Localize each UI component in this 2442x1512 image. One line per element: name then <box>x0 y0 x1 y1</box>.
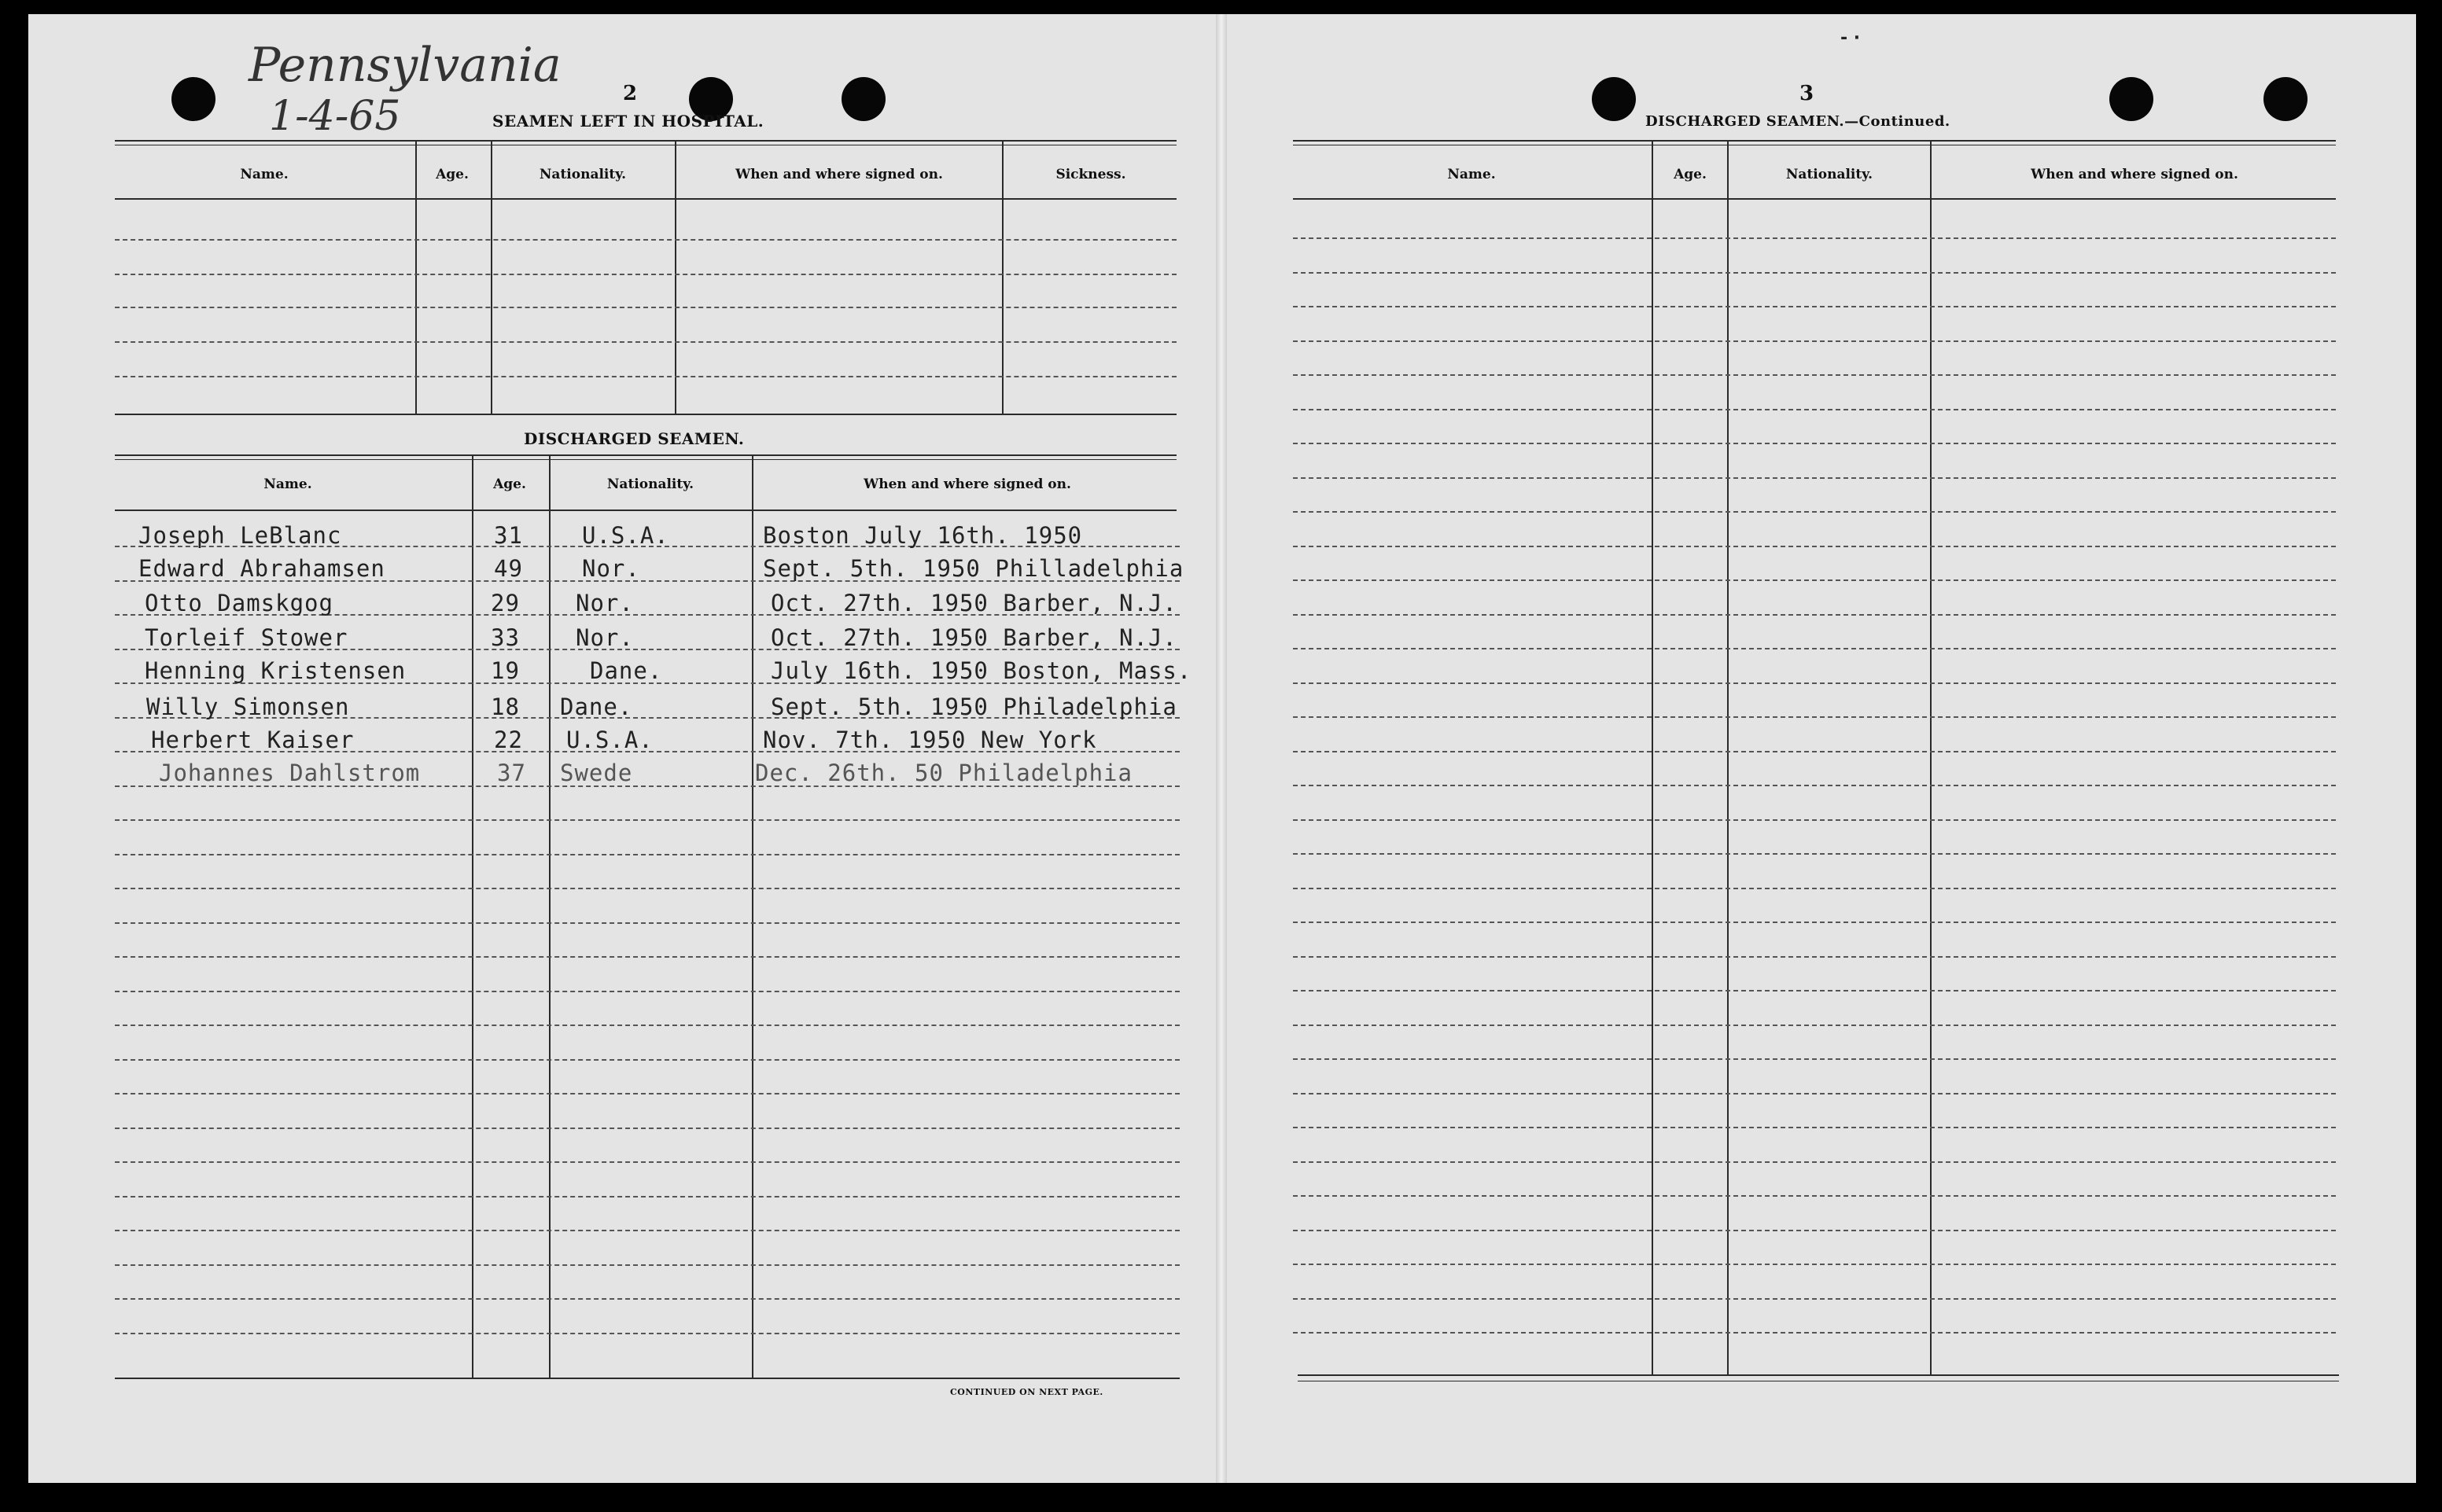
seaman-signed-on: Oct. 27th. 1950 Barber, N.J. <box>771 624 1177 651</box>
ruled-line <box>1293 272 2336 274</box>
seaman-age: 33 <box>491 624 520 651</box>
ruled-line <box>115 956 1180 958</box>
seaman-name: Otto Damskgog <box>145 590 333 616</box>
ruled-line <box>115 888 1180 889</box>
continued-section-title: DISCHARGED SEAMEN.—Continued. <box>1645 113 1950 130</box>
ruled-line <box>1293 1127 2336 1128</box>
handwritten-number: 1-4-65 <box>269 93 401 140</box>
ruled-line <box>1293 1093 2336 1094</box>
ruled-line <box>115 1059 1180 1061</box>
seaman-nationality: Nor. <box>582 555 640 582</box>
discharged-col-age: Age. <box>493 476 526 492</box>
ruled-line <box>1293 1332 2336 1334</box>
ruled-line <box>1293 511 2336 513</box>
page-number: 3 <box>1799 82 1814 105</box>
seaman-signed-on: Oct. 27th. 1950 Barber, N.J. <box>771 590 1177 616</box>
ruled-line <box>1293 409 2336 410</box>
seaman-signed-on: Nov. 7th. 1950 New York <box>763 727 1097 753</box>
ruled-line <box>1293 716 2336 718</box>
ruled-line <box>115 819 1180 821</box>
ruled-line <box>115 1093 1180 1094</box>
seaman-nationality: U.S.A. <box>566 727 654 753</box>
ruled-line <box>1293 306 2336 307</box>
ruled-line <box>1293 956 2336 958</box>
discharged-col-nationality: Nationality. <box>606 476 694 492</box>
ruled-line <box>115 1333 1180 1334</box>
hospital-col-age: Age. <box>436 167 469 182</box>
seaman-signed-on: July 16th. 1950 Boston, Mass. <box>771 657 1192 684</box>
ruled-line <box>115 1161 1180 1163</box>
ruled-line <box>115 1128 1180 1129</box>
ruled-line <box>1293 237 2336 239</box>
ruled-line <box>1293 340 2336 342</box>
ruled-line <box>1293 1195 2336 1197</box>
ruled-line <box>1293 1161 2336 1163</box>
continued-col-signed-on: When and where signed on. <box>2031 167 2238 182</box>
top-marks: - · <box>1840 28 1861 48</box>
ruled-line <box>1293 990 2336 991</box>
continued-footer: CONTINUED ON NEXT PAGE. <box>950 1387 1103 1397</box>
ruled-line <box>115 1196 1180 1197</box>
seaman-nationality: U.S.A. <box>582 522 669 549</box>
seaman-age: 37 <box>497 760 526 786</box>
ruled-line <box>115 1025 1180 1026</box>
punch-hole <box>842 77 886 121</box>
hospital-section-title: SEAMEN LEFT IN HOSPITAL. <box>492 112 764 131</box>
seaman-signed-on: Boston July 16th. 1950 <box>763 522 1083 549</box>
hospital-col-name: Name. <box>240 167 289 182</box>
continued-col-name: Name. <box>1447 167 1496 182</box>
seaman-signed-on: Sept. 5th. 1950 Philadelphia <box>771 693 1177 720</box>
ruled-line <box>1293 819 2336 821</box>
seaman-age: 19 <box>491 657 520 684</box>
ruled-line <box>1293 853 2336 855</box>
seaman-signed-on: Sept. 5th. 1950 Philladelphia <box>763 555 1184 582</box>
seaman-signed-on: Dec. 26th. 50 Philadelphia <box>755 760 1133 786</box>
left-page <box>28 14 1216 1483</box>
ruled-line <box>1293 682 2336 684</box>
seaman-nationality: Nor. <box>576 590 634 616</box>
page-number: 2 <box>623 82 638 105</box>
seaman-name: Willy Simonsen <box>146 693 350 720</box>
ruled-line <box>115 854 1180 855</box>
seaman-age: 18 <box>491 693 520 720</box>
ruled-line <box>1293 1025 2336 1026</box>
seaman-name: Herbert Kaiser <box>151 727 355 753</box>
right-page <box>1227 14 2416 1483</box>
handwritten-state: Pennsylvania <box>249 38 562 93</box>
punch-hole <box>1592 77 1636 121</box>
ruled-line <box>1293 614 2336 616</box>
ruled-line <box>115 1230 1180 1231</box>
ruled-line <box>1293 888 2336 889</box>
seaman-age: 49 <box>494 555 523 582</box>
punch-hole <box>171 77 215 121</box>
ruled-line <box>1293 922 2336 923</box>
punch-hole <box>2263 77 2308 121</box>
ruled-line <box>1293 546 2336 547</box>
seaman-nationality: Nor. <box>576 624 634 651</box>
ruled-line <box>1293 1230 2336 1231</box>
ruled-line <box>115 991 1180 992</box>
hospital-col-nationality: Nationality. <box>539 167 627 182</box>
ruled-line <box>115 922 1180 924</box>
seaman-name: Torleif Stower <box>145 624 348 651</box>
seaman-nationality: Dane. <box>560 693 633 720</box>
seaman-age: 29 <box>491 590 520 616</box>
continued-col-nationality: Nationality. <box>1785 167 1873 182</box>
seaman-name: Edward Abrahamsen <box>138 555 385 582</box>
seaman-age: 31 <box>494 522 523 549</box>
ruled-line <box>1293 751 2336 752</box>
ruled-line <box>1293 785 2336 786</box>
punch-hole <box>2109 77 2153 121</box>
seaman-name: Joseph LeBlanc <box>138 522 342 549</box>
continued-col-age: Age. <box>1674 167 1707 182</box>
ruled-line <box>1293 443 2336 444</box>
ruled-line <box>1293 648 2336 649</box>
seaman-name: Johannes Dahlstrom <box>159 760 421 786</box>
ruled-line <box>115 1264 1180 1266</box>
discharged-section-title: DISCHARGED SEAMEN. <box>524 429 745 448</box>
hospital-col-signed-on: When and where signed on. <box>735 167 943 182</box>
seaman-age: 22 <box>494 727 523 753</box>
ruled-line <box>1293 1264 2336 1265</box>
ruled-line <box>1293 477 2336 479</box>
ruled-line <box>1293 579 2336 581</box>
ruled-line <box>1293 1298 2336 1300</box>
hospital-col-sickness: Sickness. <box>1055 167 1126 182</box>
seaman-name: Henning Kristensen <box>145 657 407 684</box>
ruled-line <box>1293 1058 2336 1060</box>
discharged-col-signed-on: When and where signed on. <box>864 476 1071 492</box>
page-fold <box>1216 14 1227 1483</box>
ruled-line <box>115 1298 1180 1300</box>
seaman-nationality: Swede <box>560 760 633 786</box>
seaman-nationality: Dane. <box>590 657 663 684</box>
ruled-line <box>1293 374 2336 376</box>
discharged-col-name: Name. <box>263 476 312 492</box>
